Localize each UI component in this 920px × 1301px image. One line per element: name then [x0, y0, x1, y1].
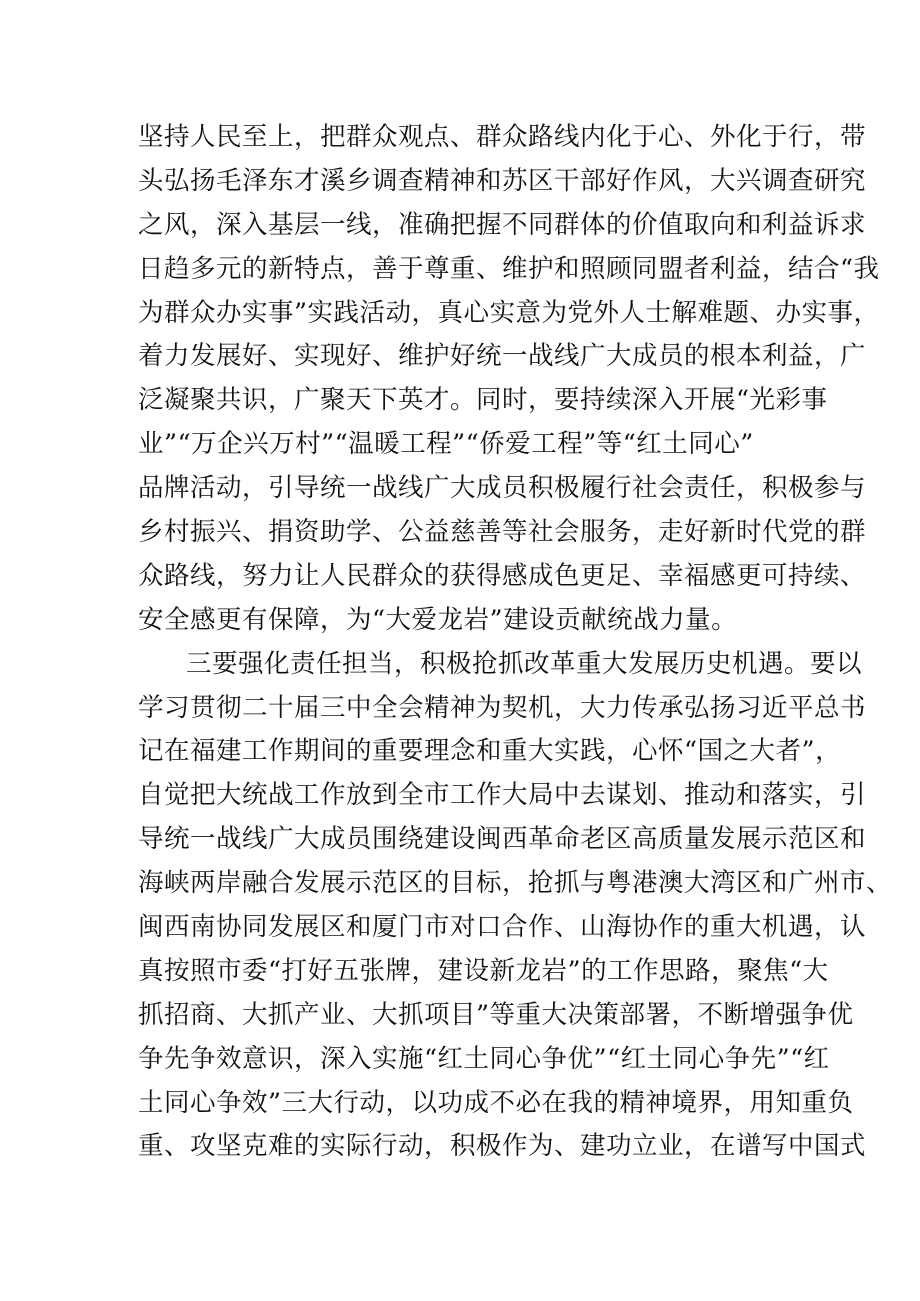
text-line: 导统一战线广大成员围绕建设闽西革命老区高质量发展示范区和 — [138, 824, 867, 855]
text-line: 为群众办实事”实践活动，真心实意为党外人士解难题、办实事， — [138, 297, 880, 328]
text-line: 抓招商、大抓产业、大抓项目”等重大决策部署，不断增强争优 — [138, 999, 854, 1030]
text-line: 记在福建工作期间的重要理念和重大实践，心怀“国之大者”， — [138, 736, 842, 767]
text-line: 重、攻坚克难的实际行动，积极作为、建功立业，在谱写中国式 — [138, 1131, 867, 1162]
text-line: 头弘扬毛泽东才溪乡调查精神和苏区干部好作风，大兴调查研究 — [138, 165, 867, 196]
text-line: 品牌活动，引导统一战线广大成员积极履行社会责任，积极参与 — [138, 473, 867, 504]
text-line: 之风，深入基层一线，准确把握不同群体的价值取向和利益诉求 — [138, 209, 867, 240]
text-line: 自觉把大统战工作放到全市工作大局中去谋划、推动和落实，引 — [138, 780, 867, 811]
text-line: 乡村振兴、捐资助学、公益慈善等社会服务，走好新时代党的群 — [138, 517, 867, 548]
text-line: 土同心争效”三大行动，以功成不必在我的精神境界，用知重负 — [138, 1087, 854, 1118]
text-line: 日趋多元的新特点，善于尊重、维护和照顾同盟者利益，结合“我 — [138, 253, 880, 284]
text-line: 学习贯彻二十届三中全会精神为契机，大力传承弘扬习近平总书 — [138, 692, 867, 723]
text-line: 闽西南协同发展区和厦门市对口合作、山海协作的重大机遇，认 — [138, 912, 867, 943]
text-line: 争先争效意识，深入实施“红土同心争优”“红土同心争先”“红 — [138, 1043, 830, 1074]
text-line: 坚持人民至上，把群众观点、群众路线内化于心、外化于行，带 — [138, 122, 867, 152]
text-line: 海峡两岸融合发展示范区的目标，抢抓与粤港澳大湾区和广州市、 — [138, 868, 893, 899]
text-line: 业”“万企兴万村”“温暖工程”“侨爱工程”等“红土同心” — [138, 429, 754, 460]
text-line: 安全感更有保障，为“大爱龙岩”建设贡献统战力量。 — [138, 604, 738, 635]
text-line: 真按照市委“打好五张牌，建设新龙岩”的工作思路，聚焦“大 — [138, 955, 829, 986]
text-line: 着力发展好、实现好、维护好统一战线广大成员的根本利益，广 — [138, 341, 867, 372]
text-line: 众路线，努力让人民群众的获得感成色更足、幸福感更可持续、 — [138, 560, 867, 591]
body-text — [138, 116, 893, 1169]
paragraph-first-line: 三要强化责任担当，积极抢抓改革重大发展历史机遇。要以 — [186, 648, 863, 679]
text-line: 泛凝聚共识，广聚天下英才。同时，要持续深入开展“光彩事 — [138, 385, 828, 416]
